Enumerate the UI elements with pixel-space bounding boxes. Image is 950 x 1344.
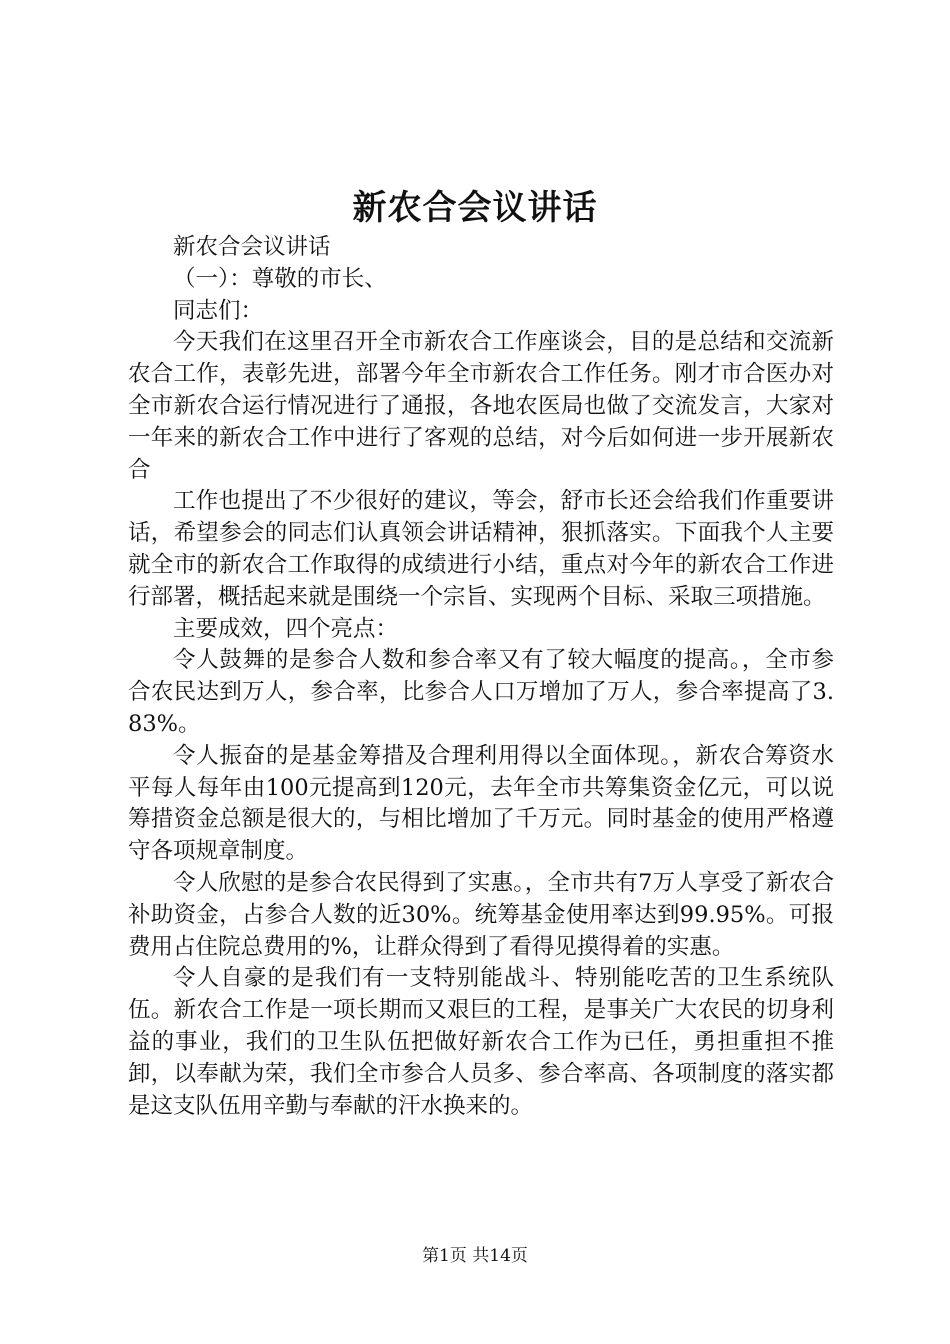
document-body bbox=[128, 232, 834, 1122]
page-footer: 第1页 共14页 bbox=[422, 1246, 528, 1266]
paragraph-overview: 工作也提出了不少很好的建议，等会，舒市长还会给我们作重要讲话，希望参会的同志们认真领会讲话精神，狠抓落实。下面我个人主要就全市的新农合工作取得的成绩进行小结，重点对今年的新农合工作进行部署，概括起来就是围绕一个宗旨、实现两个目标、采取三项措施。 bbox=[128, 488, 834, 610]
paragraph-greeting: 同志们： bbox=[173, 297, 264, 324]
paragraph-highlight-4: 令人自豪的是我们有一支特别能战斗、特别能吃苦的卫生系统队伍。新农合工作是一项长期而又艰巨的工程，是事关广大农民的切身利益的事业，我们的卫生队伍把做好新农合工作为已任，勇担重担不推卸，以奉献为荣，我们全市参合人员多、参合率高、各项制度的落实都是这支队伍用辛勤与奉献的汗水换来的。 bbox=[128, 965, 834, 1119]
document-title: 新农合会议讲话 bbox=[352, 188, 598, 228]
paragraph-achievements-heading: 主要成效，四个亮点： bbox=[173, 615, 399, 642]
paragraph-highlight-1: 令人鼓舞的是参合人数和参合率又有了较大幅度的提高。，全市参合农民达到万人，参合率，比参合人口万增加了万人，参合率提高了3.83%。 bbox=[128, 647, 834, 737]
paragraph-salutation: （一）：尊敬的市长、 bbox=[173, 265, 387, 292]
paragraph-highlight-3: 令人欣慰的是参合农民得到了实惠。，全市共有7万人享受了新农合补助资金，占参合人数的近30%。统筹基金使用率达到99.95%。可报费用占住院总费用的%，让群众得到了看得见摸得着的实惠。 bbox=[128, 869, 834, 960]
paragraph-intro: 今天我们在这里召开全市新农合工作座谈会，目的是总结和交流新农合工作，表彰先进，部署今年全市新农合工作任务。刚才市合医办对全市新农合运行情况进行了通报，各地农医局也做了交流发言，大家对一年来的新农合工作中进行了客观的总结，对今后如何进一步开展新农合 bbox=[128, 329, 834, 483]
paragraph-highlight-2: 令人振奋的是基金筹措及合理利用得以全面体现。，新农合筹资水平每人每年由100元提高到120元，去年全市共筹集资金亿元，可以说筹措资金总额是很大的，与相比增加了千万元。同时基金的使用严格遵守各项规章制度。 bbox=[128, 742, 834, 865]
paragraph-subtitle: 新农合会议讲话 bbox=[173, 234, 331, 260]
